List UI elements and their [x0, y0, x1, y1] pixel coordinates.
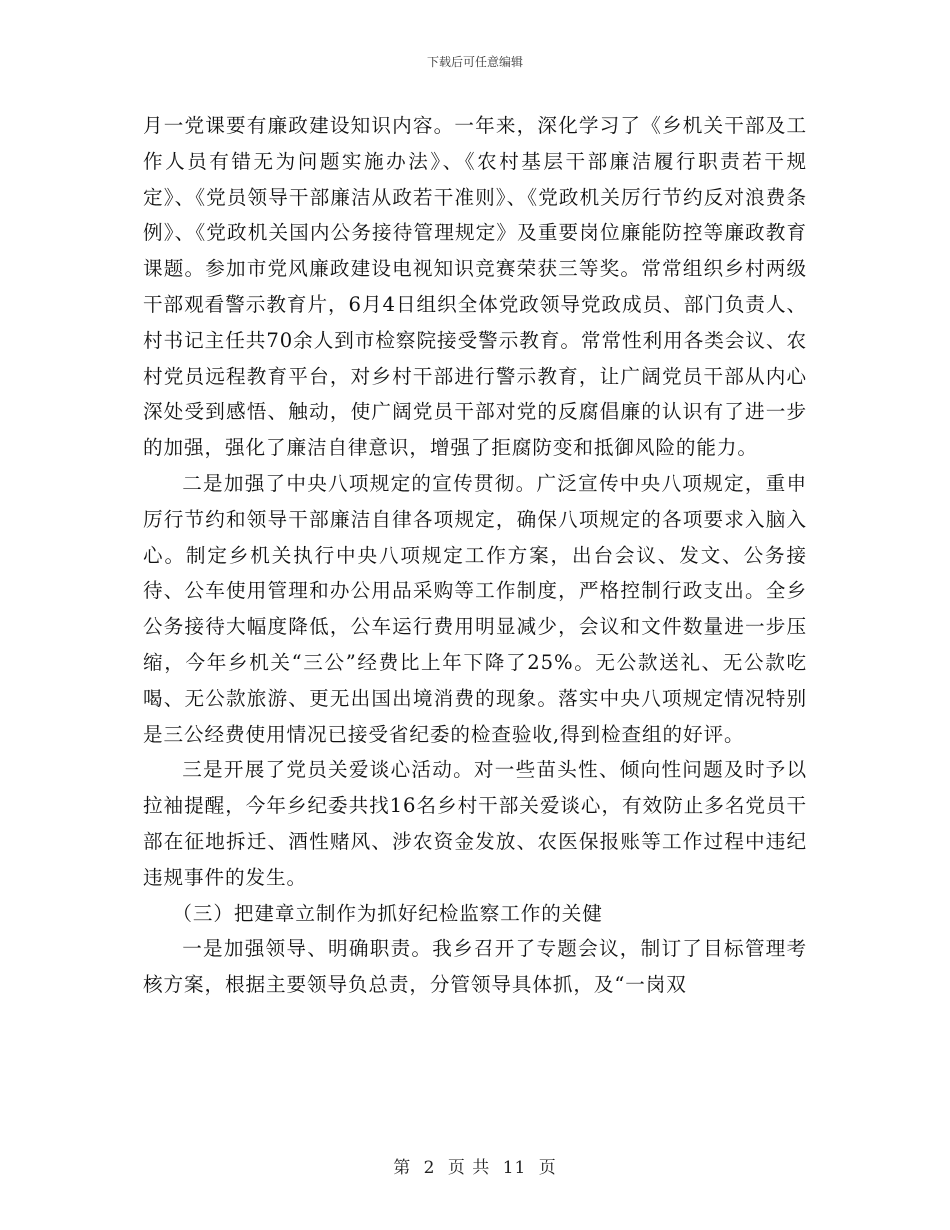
page-footer: [0, 1153, 950, 1178]
footer-middle: 页 共: [447, 1158, 491, 1178]
total-pages: 11: [502, 1158, 527, 1178]
footer-prefix: 第: [393, 1158, 412, 1178]
paragraph-leadership: 一是加强领导、明确职责。我乡召开了专题会议，制订了目标管理考核方案，根据主要领导负总责，分管领导具体抓，及“一岗双: [143, 937, 807, 997]
section-heading: （三）把建章立制作为抓好纪检监察工作的关健: [172, 901, 603, 925]
page-number: 2: [423, 1158, 436, 1178]
footer-suffix: 页: [538, 1158, 557, 1178]
paragraph-continuation: 月一党课要有廉政建设知识内容。一年来，深化学习了《乡机关干部及工作人员有错无为问题实施办法》、《农村基层干部廉洁履行职责若干规定》、《党员领导干部廉洁从政若干准则》、《党政机关厉行节约反对浪费条例》、《党政机关国内公务接待管理规定》及重要岗位廉能防控等廉政教育课题。参加市党风廉政建设电视知识竞赛荣获三等奖。常常组织乡村两级干部观看警示教育片，6月4日组织全体党政领导党政成员、部门负责人、村书记主任共70余人到市检察院接受警示教育。常常性利用各类会议、农村党员远程教育平台，对乡村干部进行警示教育，让广阔党员干部从内心深处受到感悟、触动，使广阔党员干部对党的反腐倡廉的认识有了进一步的加强，强化了廉洁自律意识，增强了拒腐防变和抵御风险的能力。: [143, 114, 807, 460]
page-header: 下载后可任意编辑: [426, 55, 523, 69]
paragraph-eight-rules: 二是加强了中央八项规定的宣传贯彻。广泛宣传中央八项规定，重申厉行节约和领导干部廉洁自律各项规定，确保八项规定的各项要求入脑入心。制定乡机关执行中央八项规定工作方案，出台会议、发文、公务接待、公车使用管理和办公用品采购等工作制度，严格控制行政支出。全乡公务接待大幅度降低，公车运行费用明显减少，会议和文件数量进一步压缩，今年乡机关“三公”经费比上年下降了25%。无公款送礼、无公款吃喝、无公款旅游、更无出国出境消费的现象。落实中央八项规定情况特别是三公经费使用情况已接受省纪委的检查验收,得到检查组的好评。: [143, 471, 807, 746]
paragraph-care-talks: 三是开展了党员关爱谈心活动。对一些苗头性、倾向性问题及时予以拉袖提醒，今年乡纪委共找16名乡村干部关爱谈心，有效防止多名党员干部在征地拆迁、酒性赌风、涉农资金发放、农医保报账等工作过程中违纪违规事件的发生。: [143, 758, 807, 889]
document-body: [143, 108, 807, 1003]
